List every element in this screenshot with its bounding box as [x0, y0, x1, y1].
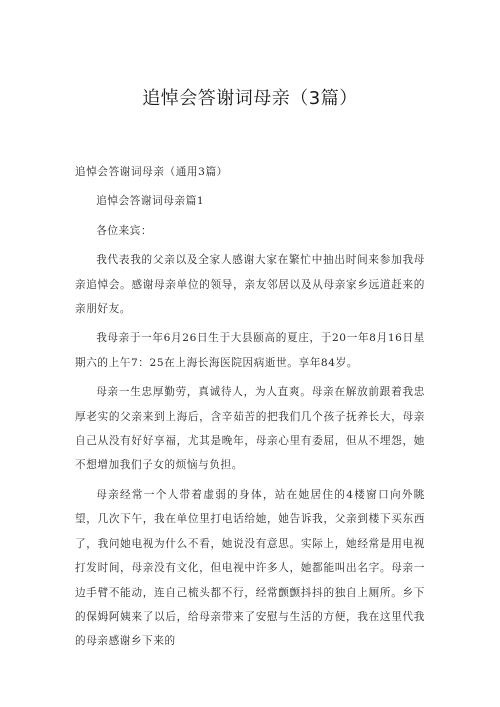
paragraph: 我母亲于一年6月26日生于大县颐高的夏庄，于20一年8月16日星期六的上午7：25在上海长海医院因病逝世。享年84岁。: [75, 332, 425, 369]
section-heading: 追悼会答谢词母亲篇1: [96, 195, 205, 208]
paragraph: 母亲经常一个人带着虚弱的身体，站在她居住的4楼窗口向外眺望，几次下午，我在单位里打电话给她，她告诉我，父亲到楼下买东西了，我问她电视为什么不看，她说没有意思。实际上，她经常是用电视打发时间，母亲没有文化，但电视中许多人，她都能叫出名字。母亲一边手臂不能动，连自己梳头都不行，经常颤颤抖抖的独自上厕所。乡下的保姆阿姨来了以后，给母亲带来了安慰与生活的方便，我在这里代我的母亲感谢乡下来的: [75, 488, 425, 648]
salutation: 各位来宾：: [96, 224, 153, 237]
paragraph: 母亲一生忠厚勤劳，真诚待人，为人直爽。母亲在解放前跟着我忠厚老实的父亲来到上海后，含辛茹苦的把我们几个孩子抚养长大，母亲自己从没有好好享福，尤其是晚年，母亲心里有委屈，但从不埋怨，她不想增加我们子女的烦恼与负担。: [75, 386, 425, 472]
document-title: 追悼会答谢词母亲（3篇）: [142, 88, 358, 109]
paragraph: 我代表我的父亲以及全家人感谢大家在繁忙中抽出时间来参加我母亲追悼会。感谢母亲单位的领导，亲友邻居以及从母亲家乡远道赶来的亲朋好友。: [75, 254, 425, 316]
document-body: [75, 160, 425, 659]
document-subtitle: 追悼会答谢词母亲（通用3篇）: [75, 166, 228, 178]
